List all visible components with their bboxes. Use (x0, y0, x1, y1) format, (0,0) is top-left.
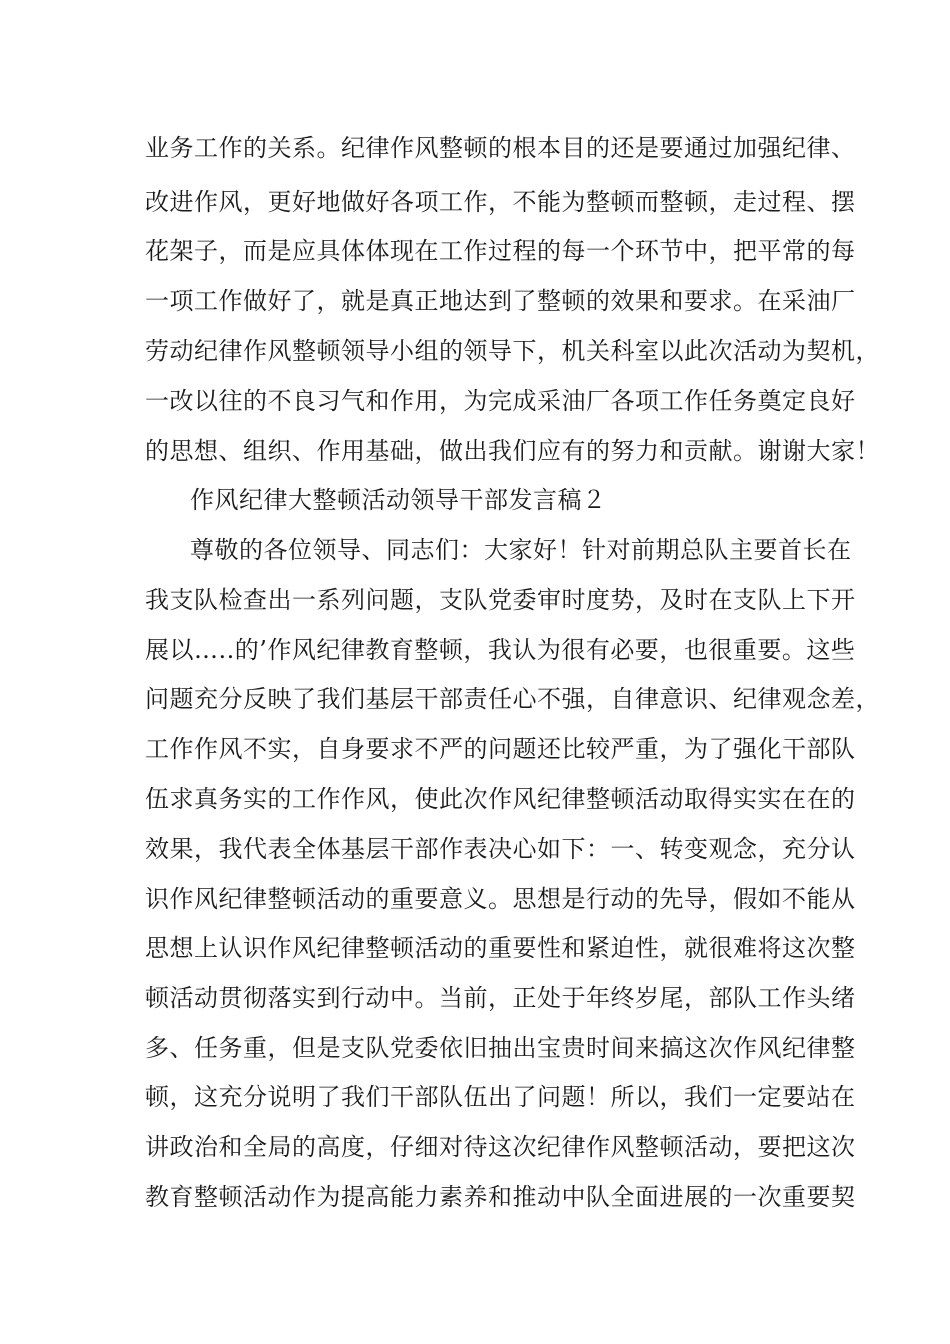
text-line: 花架子，而是应具体体现在工作过程的每一个环节中，把平常的每 (145, 237, 856, 265)
text-line: 问题充分反映了我们基层干部责任心不强，自律意识、纪律观念差， (145, 685, 880, 713)
text-line: 业务工作的关系。纪律作风整顿的根本目的还是要通过加强纪律、 (145, 134, 856, 162)
text-line: 展以…..的’作风纪律教育整顿，我认为很有必要，也很重要。这些 (145, 636, 856, 664)
text-line: 顿活动贯彻落实到行动中。当前，正处于年终岁尾，部队工作头绪 (145, 984, 856, 1012)
text-line: 伍求真务实的工作作风，使此次作风纪律整顿活动取得实实在在的 (145, 785, 856, 813)
section-heading: 作风纪律大整顿活动领导干部发言稿２ (190, 486, 607, 514)
text-line: 的思想、组织、作用基础，做出我们应有的努力和贡献。谢谢大家！ (145, 437, 880, 465)
text-line: 劳动纪律作风整顿领导小组的领导下，机关科室以此次活动为契机， (145, 337, 880, 365)
text-line: 工作作风不实，自身要求不严的问题还比较严重，为了强化干部队 (145, 735, 856, 763)
text-line: 尊敬的各位领导、同志们：大家好！针对前期总队主要首长在 (190, 536, 852, 564)
text-line: 思想上认识作风纪律整顿活动的重要性和紧迫性，就很难将这次整 (145, 934, 856, 962)
text-line: 讲政治和全局的高度，仔细对待这次纪律作风整顿活动，要把这次 (145, 1133, 856, 1161)
text-line: 一改以往的不良习气和作用，为完成采油厂各项工作任务奠定良好 (145, 387, 856, 415)
text-line: 多、任务重，但是支队党委依旧抽出宝贵时间来搞这次作风纪律整 (145, 1034, 856, 1062)
text-line: 效果，我代表全体基层干部作表决心如下：一、转变观念，充分认 (145, 835, 856, 863)
text-line: 顿，这充分说明了我们干部队伍出了问题！所以，我们一定要站在 (145, 1083, 856, 1111)
text-line: 改进作风，更好地做好各项工作，不能为整顿而整顿，走过程、摆 (145, 188, 856, 216)
text-line: 我支队检查出一系列问题，支队党委审时度势，及时在支队上下开 (145, 586, 856, 614)
text-line: 教育整顿活动作为提高能力素养和推动中队全面进展的一次重要契 (145, 1183, 856, 1211)
text-line: 一项工作做好了，就是真正地达到了整顿的效果和要求。在采油厂 (145, 287, 856, 315)
text-line: 识作风纪律整顿活动的重要意义。思想是行动的先导，假如不能从 (145, 885, 856, 913)
